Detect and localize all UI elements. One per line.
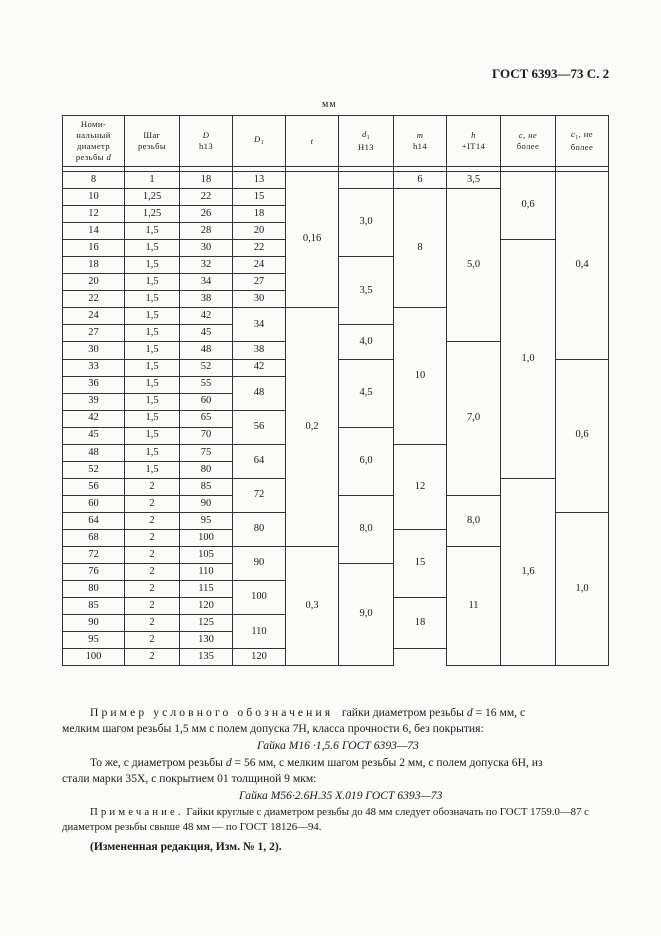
cell-d1: 110 [233,615,286,649]
cell-c: 0,6 [501,172,556,240]
cell-dh: 3,5 [339,257,394,325]
cell-d1: 120 [233,649,286,666]
col-header-pitch: Шаг резьбы [125,116,180,167]
col-header-m: m h14 [394,116,447,167]
cell-d1: 72 [233,478,286,512]
cell-D: 135 [180,649,233,666]
cell-h: 8,0 [447,495,501,546]
cell-diameter: 90 [63,615,125,632]
cell-c1: 1,0 [556,512,609,665]
cell-diameter: 36 [63,376,125,393]
note-line2: диаметром резьбы свыше 48 мм — по ГОСТ 18126—94. [62,821,322,833]
example1-code: Гайка М16 ·1,5.6 ГОСТ 6393—73 [257,739,419,752]
cell-d1: 13 [233,172,286,189]
cell-pitch: 1,5 [125,393,180,410]
cell-pitch: 1,5 [125,342,180,359]
cell-diameter: 20 [63,274,125,291]
cell-diameter: 68 [63,529,125,546]
table-body [63,172,609,666]
cell-d1: 15 [233,189,286,206]
cell-m: 15 [394,529,447,597]
cell-pitch: 1,5 [125,257,180,274]
cell-D: 48 [180,342,233,359]
cell-h: 3,5 [447,172,501,189]
cell-diameter: 18 [63,257,125,274]
cell-diameter: 80 [63,581,125,598]
cell-d1: 48 [233,376,286,410]
cell-D: 28 [180,223,233,240]
cell-h: 5,0 [447,189,501,342]
cell-pitch: 1 [125,172,180,189]
cell-d1: 20 [233,223,286,240]
cell-D: 55 [180,376,233,393]
cell-t: 0,2 [286,308,339,547]
cell-pitch: 2 [125,564,180,581]
cell-pitch: 1,5 [125,359,180,376]
cell-D: 120 [180,598,233,615]
cell-diameter: 12 [63,206,125,223]
cell-D: 100 [180,529,233,546]
cell-pitch: 2 [125,547,180,564]
cell-D: 45 [180,325,233,342]
table-row [63,172,609,189]
cell-diameter: 10 [63,189,125,206]
cell-pitch: 1,5 [125,461,180,478]
cell-D: 90 [180,495,233,512]
cell-pitch: 1,5 [125,223,180,240]
cell-diameter: 45 [63,427,125,444]
cell-dh: 6,0 [339,427,394,495]
cell-D: 70 [180,427,233,444]
cell-diameter: 8 [63,172,125,189]
cell-m: 18 [394,598,447,649]
cell-D: 18 [180,172,233,189]
cell-pitch: 1,5 [125,427,180,444]
cell-D: 22 [180,189,233,206]
cell-m: 12 [394,444,447,529]
cell-D: 110 [180,564,233,581]
col-header-t: t [286,116,339,167]
unit-label: мм [322,99,337,110]
col-header-D1: $D_1$ [233,116,286,167]
cell-d1: 27 [233,274,286,291]
cell-diameter: 39 [63,393,125,410]
example1-line1: Пример условного обозначения гайки диаметром резьбы d = 16 мм, с [90,706,526,719]
cell-pitch: 2 [125,649,180,666]
cell-d1: 80 [233,512,286,546]
cell-d1: 42 [233,359,286,376]
cell-diameter: 85 [63,598,125,615]
cell-pitch: 1,25 [125,206,180,223]
col-header-c1: $c_1$, не более [556,116,609,167]
cell-pitch: 1,5 [125,325,180,342]
cell-D: 75 [180,444,233,461]
cell-diameter: 64 [63,512,125,529]
cell-d1: 38 [233,342,286,359]
cell-m: 8 [394,189,447,308]
col-header-D: D h13 [180,116,233,167]
cell-pitch: 1,5 [125,291,180,308]
cell-pitch: 2 [125,615,180,632]
cell-D: 130 [180,632,233,649]
cell-D: 80 [180,461,233,478]
cell-pitch: 1,5 [125,444,180,461]
cell-d1: 64 [233,444,286,478]
cell-D: 105 [180,547,233,564]
cell-d1: 22 [233,240,286,257]
cell-pitch: 1,5 [125,308,180,325]
dimensions-table [62,115,609,666]
table-header-row [63,116,609,167]
col-header-nominal-diameter: Номи- нальный диаметр резьбы d [63,116,125,167]
cell-d1: 56 [233,410,286,444]
cell-pitch: 2 [125,632,180,649]
cell-d1: 30 [233,291,286,308]
col-header-h: h +IT14 [447,116,501,167]
cell-t: 0,16 [286,172,339,308]
cell-D: 52 [180,359,233,376]
cell-D: 60 [180,393,233,410]
cell-t: 0,3 [286,547,339,666]
cell-D: 30 [180,240,233,257]
cell-diameter: 100 [63,649,125,666]
cell-D: 32 [180,257,233,274]
col-header-d1: $d_1$ H13 [339,116,394,167]
cell-D: 38 [180,291,233,308]
cell-pitch: 2 [125,495,180,512]
cell-D: 125 [180,615,233,632]
example2-code: Гайка М56·2.6Н.35 Х.019 ГОСТ 6393—73 [239,789,443,802]
cell-dh: 4,5 [339,359,394,427]
cell-D: 65 [180,410,233,427]
cell-m: 10 [394,308,447,444]
cell-diameter: 24 [63,308,125,325]
example1-line2: мелким шагом резьбы 1,5 мм с полем допуска 7Н, класса прочности 6, без покрытия: [62,722,484,735]
cell-diameter: 56 [63,478,125,495]
cell-diameter: 42 [63,410,125,427]
cell-pitch: 1,5 [125,410,180,427]
cell-pitch: 2 [125,529,180,546]
cell-D: 34 [180,274,233,291]
cell-pitch: 1,5 [125,240,180,257]
cell-h: 7,0 [447,342,501,495]
cell-D: 42 [180,308,233,325]
cell-pitch: 2 [125,581,180,598]
cell-c: 1,0 [501,240,556,479]
cell-c1: 0,6 [556,359,609,512]
cell-D: 85 [180,478,233,495]
cell-D: 26 [180,206,233,223]
cell-d1: 100 [233,581,286,615]
cell-diameter: 30 [63,342,125,359]
cell-d1: 34 [233,308,286,342]
cell-pitch: 1,5 [125,376,180,393]
cell-d1: 24 [233,257,286,274]
cell-diameter: 52 [63,461,125,478]
example2-line2: стали марки 35Х, с покрытием 01 толщиной 9 мкм: [62,772,317,785]
cell-pitch: 1,5 [125,274,180,291]
cell-pitch: 2 [125,478,180,495]
cell-diameter: 16 [63,240,125,257]
col-header-c: c, не более [501,116,556,167]
cell-h: 11 [447,547,501,666]
cell-D: 115 [180,581,233,598]
cell-pitch: 1,25 [125,189,180,206]
cell-d1: 18 [233,206,286,223]
cell-m: 6 [394,172,447,189]
cell-diameter: 33 [63,359,125,376]
cell-D: 95 [180,512,233,529]
cell-dh: 4,0 [339,325,394,359]
page-header: ГОСТ 6393—73 С. 2 [492,66,610,81]
cell-dh: 8,0 [339,495,394,563]
cell-c1: 0,4 [556,172,609,360]
revision-note: (Измененная редакция, Изм. № 1, 2). [90,840,282,853]
cell-pitch: 2 [125,512,180,529]
cell-diameter: 48 [63,444,125,461]
cell-diameter: 27 [63,325,125,342]
cell-diameter: 95 [63,632,125,649]
cell-dh [339,172,394,189]
cell-dh: 9,0 [339,564,394,666]
cell-diameter: 22 [63,291,125,308]
example2-line1: То же, с диаметром резьбы d = 56 мм, с мелким шагом резьбы 2 мм, с полем допуска 6Н, из [90,756,543,769]
cell-d1: 90 [233,547,286,581]
cell-diameter: 60 [63,495,125,512]
cell-pitch: 2 [125,598,180,615]
cell-diameter: 14 [63,223,125,240]
note-line1: Примечание. Гайки круглые с диаметром резьбы до 48 мм следует обозначать по ГОСТ 1759.0—87 с [90,806,589,818]
cell-diameter: 72 [63,547,125,564]
cell-c: 1,6 [501,478,556,666]
cell-dh: 3,0 [339,189,394,257]
cell-diameter: 76 [63,564,125,581]
